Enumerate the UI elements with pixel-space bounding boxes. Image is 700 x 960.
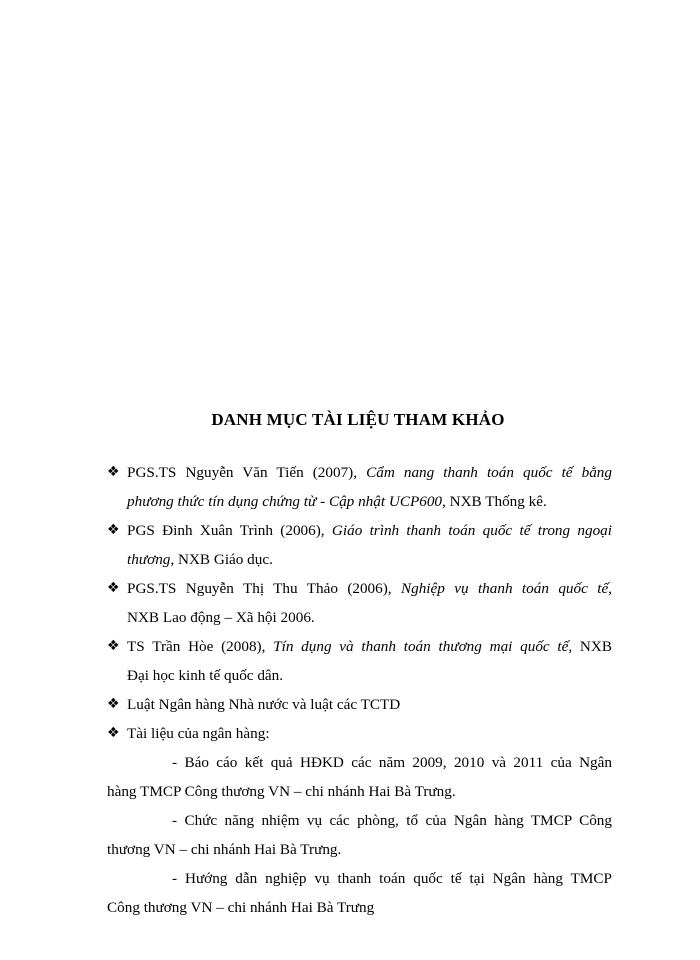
- reference-line: [107, 487, 612, 516]
- reference-author: PGS Đinh Xuân Trình (2006),: [127, 522, 332, 539]
- reference-line: [107, 574, 612, 603]
- diamond-bullet-icon: ❖: [107, 522, 120, 538]
- diamond-bullet-icon: ❖: [107, 464, 120, 480]
- bank-document-line: - Hướng dẫn nghiệp vụ thanh toán quốc tế tại Ngân hàng TMCP: [172, 870, 612, 887]
- reference-publisher: NXB Lao động – Xã hội 2006.: [127, 609, 315, 626]
- reference-line: [107, 632, 612, 661]
- bank-document-line: - Báo cáo kết quả HĐKD các năm 2009, 2010 và 2011 của Ngân: [172, 754, 612, 771]
- reference-line: [107, 458, 612, 487]
- reference-author: PGS.TS Nguyễn Thị Thu Thảo (2006),: [127, 580, 401, 597]
- reference-publisher-cont: Đại học kinh tế quốc dân.: [127, 667, 284, 684]
- reference-title-cont: thương: [127, 551, 171, 568]
- bank-document-item: [107, 806, 612, 864]
- reference-list: [107, 458, 612, 922]
- reference-line: [107, 545, 612, 574]
- bank-document-line: hàng TMCP Công thương VN – chi nhánh Hai Bà Trưng.: [107, 783, 456, 800]
- reference-title: Giáo trình thanh toán quốc tế trong ngoại: [331, 522, 612, 539]
- bank-documents-list: [107, 748, 612, 922]
- reference-line: [107, 603, 612, 632]
- reference-author: TS Trần Hòe (2008),: [127, 638, 274, 655]
- reference-line: Tài liệu của ngân hàng:: [127, 725, 270, 742]
- reference-item: [107, 632, 612, 690]
- diamond-bullet-icon: ❖: [107, 725, 120, 741]
- reference-publisher: , NXB: [568, 638, 612, 655]
- reference-title: Nghiệp vụ thanh toán quốc tế,: [400, 580, 612, 597]
- bank-document-line: Công thương VN – chi nhánh Hai Bà Trưng: [107, 899, 375, 916]
- bank-document-line: thương VN – chi nhánh Hai Bà Trưng.: [107, 841, 342, 858]
- reference-item: [107, 516, 612, 574]
- reference-item: [107, 458, 612, 516]
- bank-document-item: [107, 748, 612, 806]
- reference-publisher: , NXB Giáo dục.: [170, 551, 273, 568]
- reference-line: Luật Ngân hàng Nhà nước và luật các TCTD: [127, 696, 401, 713]
- reference-line: [107, 516, 612, 545]
- reference-item: [107, 574, 612, 632]
- reference-title: Tín dụng và thanh toán thương mại quốc tế: [273, 638, 569, 655]
- reference-author: PGS.TS Nguyễn Văn Tiến (2007),: [127, 464, 367, 481]
- reference-line: [107, 661, 612, 690]
- bank-document-line: - Chức năng nhiệm vụ các phòng, tổ của Ngân hàng TMCP Công: [172, 812, 612, 829]
- bank-document-item: [107, 864, 612, 922]
- reference-title: Cẩm nang thanh toán quốc tế bằng: [366, 464, 612, 481]
- reference-title-cont: phương thức tín dụng chứng từ - Cập nhật UCP600: [127, 493, 443, 510]
- reference-publisher: , NXB Thống kê.: [442, 493, 547, 510]
- diamond-bullet-icon: ❖: [107, 696, 120, 712]
- page-title: DANH MỤC TÀI LIỆU THAM KHẢO: [211, 410, 505, 429]
- reference-item: [107, 690, 612, 719]
- diamond-bullet-icon: ❖: [107, 638, 120, 654]
- reference-item: [107, 719, 612, 748]
- diamond-bullet-icon: ❖: [107, 580, 120, 596]
